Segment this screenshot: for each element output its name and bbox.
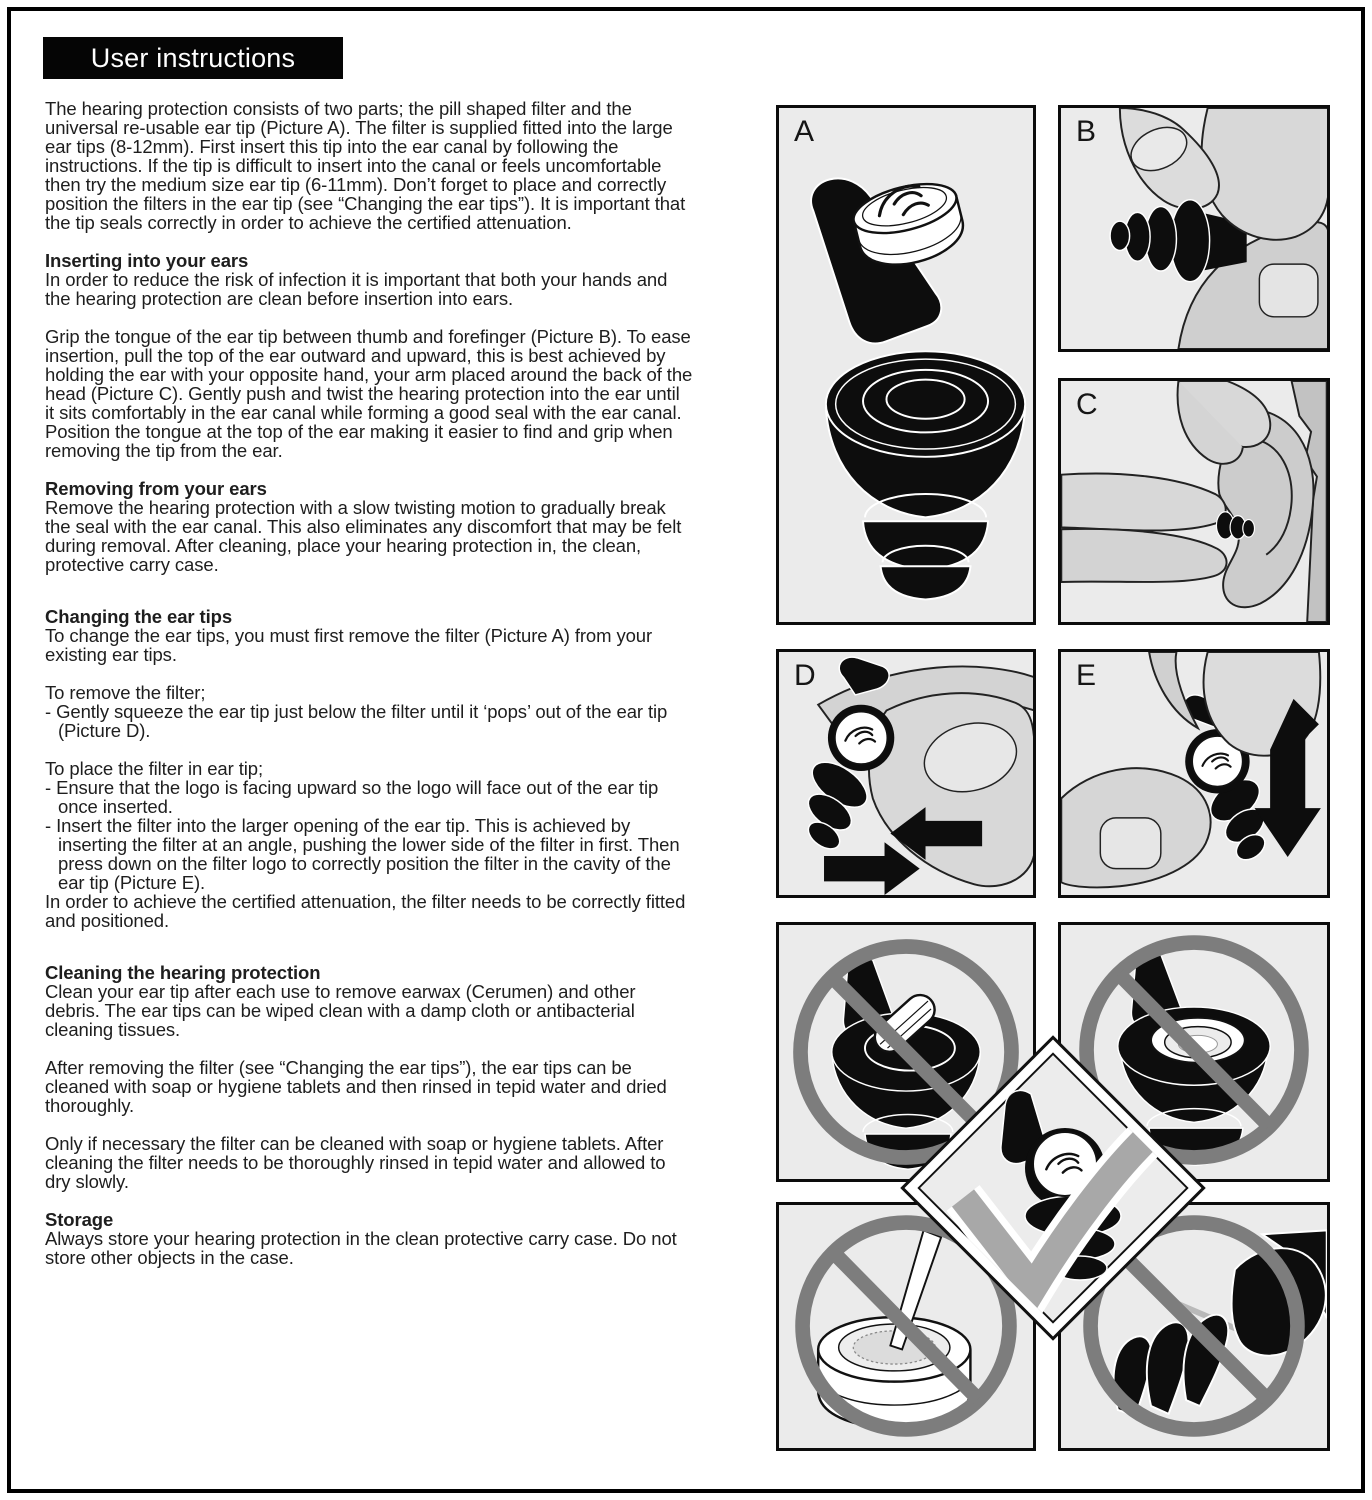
- lead-remove-filter: To remove the filter;: [45, 682, 206, 703]
- heading-changing-tips: Changing the ear tips: [45, 606, 233, 627]
- paragraph-removing: Remove the hearing protection with a slow twisting motion to gradually break the seal with the ear canal. This also eliminates any discomfort that may be felt during removal. After cleaning, place your hearing protection in, the clean, protective carry case.: [45, 497, 682, 575]
- squeeze-filter-out-illustration: [779, 652, 1033, 895]
- figure-e-panel: [1058, 649, 1330, 898]
- heading-cleaning: Cleaning the hearing protection: [45, 962, 321, 983]
- heading-storage: Storage: [45, 1209, 114, 1230]
- bullet-logo-upward: - Ensure that the logo is facing upward so the logo will face out of the ear tip once inserted.: [45, 777, 659, 817]
- finger-nail: [1259, 264, 1318, 317]
- figure-a-panel: [776, 105, 1036, 625]
- heading-inserting: Inserting into your ears: [45, 250, 249, 271]
- lead-place-filter: To place the filter in ear tip;: [45, 758, 263, 779]
- paragraph-attenuation: In order to achieve the certified attenuation, the filter needs to be correctly fitted and positioned.: [45, 891, 686, 931]
- grip-ear-tip-illustration: [1061, 108, 1327, 349]
- exploded-ear-plug-illustration: [779, 108, 1033, 622]
- figure-label-a: A: [794, 115, 815, 148]
- paragraph-clean-filter: Only if necessary the filter can be cleaned with soap or hygiene tablets. After cleaning the filter needs to be thoroughly rinsed in tepid water and allowed to dry slowly.: [45, 1133, 666, 1192]
- paragraph-clean-soap: After removing the filter (see “Changing the ear tips”), the ear tips can be cleaned with soap or hygiene tablets and then rinsed in tepid water and dried thoroughly.: [45, 1057, 667, 1116]
- bullet-squeeze-tip: - Gently squeeze the ear tip just below the filter until it ‘pops’ out of the ear tip (Picture D).: [45, 701, 668, 741]
- insert-into-ear-illustration: [1061, 381, 1327, 622]
- instructions-text-column: [45, 99, 693, 1286]
- paragraph-storage: Always store your hearing protection in the clean protective carry case. Do not store other objects in the case.: [45, 1228, 677, 1268]
- title-bar: [43, 37, 343, 79]
- ear-tip-flanges: [1110, 200, 1210, 282]
- paragraph-intro: The hearing protection consists of two parts; the pill shaped filter and the universal re-usable ear tip (Picture A). The filter is supplied fitted into the large ear tips (8-12mm). First insert this tip into the ear canal by following the instructions. If the tip is difficult to insert into the canal or feels uncomfortable then try the medium size ear tip (6-11mm). Don’t forget to place and correctly position the filters in the ear tip (see “Changing the ear tips”). It is important that the tip seals correctly in order to achieve the certified attenuation.: [45, 98, 686, 233]
- heading-removing: Removing from your ears: [45, 478, 267, 499]
- pressing-finger: [1149, 652, 1198, 728]
- figure-d-panel: [776, 649, 1036, 898]
- figure-b-panel: [1058, 105, 1330, 352]
- page-title: User instructions: [90, 42, 296, 73]
- figure-label-b: B: [1076, 115, 1097, 148]
- paragraph-clean-tip: Clean your ear tip after each use to remove earwax (Cerumen) and other debris. The ear tips can be wiped clean with a damp cloth or antibacterial cleaning tissues.: [45, 981, 636, 1040]
- figure-c-panel: [1058, 378, 1330, 625]
- figure-label-d: D: [794, 659, 816, 692]
- figure-label-e: E: [1076, 659, 1097, 692]
- arrow-right-icon: [824, 842, 920, 895]
- dark-finger-2: [1147, 1322, 1189, 1413]
- thumb-nail: [1100, 818, 1161, 869]
- paragraph-grip-tongue: Grip the tongue of the ear tip between thumb and forefinger (Picture B). To ease insertion, pull the top of the ear outward and upward, this is best achieved by holding the ear with your opposite hand, your arm placed around the back of the head (Picture C). Gently push and twist the hearing protection into the ear until it sits comfortably in the ear canal while forming a good seal with the ear canal. Position the tongue at the top of the ear making it easier to find and grip when removing the tip from the ear.: [45, 326, 693, 461]
- paragraph-change-tips: To change the ear tips, you must first remove the filter (Picture A) from your existing ear tips.: [45, 625, 653, 665]
- filter-face: [835, 712, 888, 765]
- bullet-insert-filter: - Insert the filter into the larger opening of the ear tip. This is achieved by inserting the filter at an angle, pushing the lower side of the filter in first. Then press down on the filter logo to correctly position the filter in the cavity of the ear tip (Picture E).: [45, 815, 680, 893]
- paragraph-infection: In order to reduce the risk of infection it is important that both your hands and the hearing protection are clean before insertion into ears.: [45, 269, 668, 309]
- figure-label-c: C: [1076, 388, 1098, 421]
- index-finger: [1061, 474, 1225, 531]
- press-filter-in-illustration: [1061, 652, 1327, 895]
- ear-tip-bowl: [826, 351, 1025, 517]
- middle-finger: [1061, 529, 1226, 582]
